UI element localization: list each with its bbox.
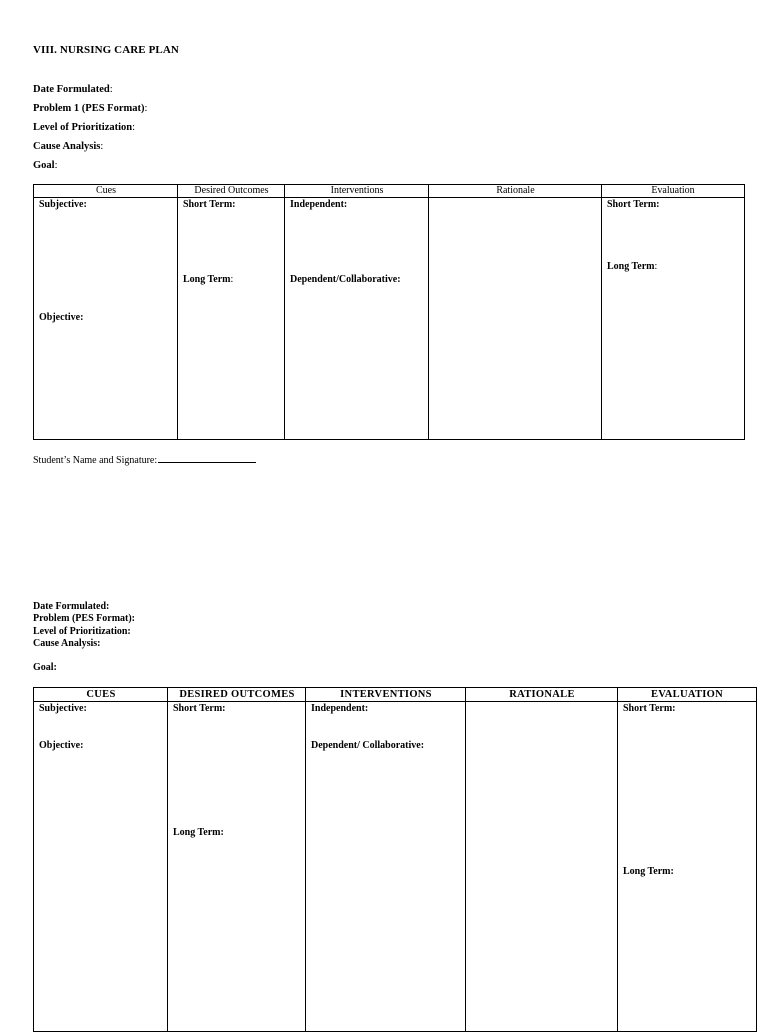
column-header: Interventions	[285, 185, 429, 198]
short-term-label: Short Term:	[623, 703, 676, 714]
subjective-label: Subjective:	[39, 703, 87, 714]
column-header: Evaluation	[602, 185, 744, 198]
signature-line	[33, 452, 256, 466]
desired-outcomes-column	[177, 185, 285, 439]
evaluation-column	[601, 185, 744, 439]
objective-label: Objective:	[39, 740, 84, 751]
interventions-column	[284, 185, 429, 439]
evaluation-column	[617, 688, 756, 1031]
cues-column	[34, 185, 178, 439]
goal-field	[33, 662, 57, 673]
field-label: Problem (PES Format):	[33, 613, 136, 624]
date-formulated-field	[33, 601, 109, 612]
field-label: Level of Prioritization:	[33, 626, 131, 637]
interventions-column	[305, 688, 466, 1031]
objective-label: Objective:	[39, 312, 84, 323]
cause-analysis-field: Cause Analysis:	[33, 141, 104, 152]
column-header: Rationale	[429, 185, 602, 198]
rationale-column	[465, 688, 618, 1031]
field-label: Goal	[33, 160, 55, 171]
field-label: Goal:	[33, 662, 57, 673]
long-term-label: Long Term:	[183, 274, 234, 285]
independent-label: Independent:	[290, 199, 348, 210]
column-header: INTERVENTIONS	[306, 688, 466, 702]
column-header: EVALUATION	[618, 688, 756, 702]
field-label: Date Formulated	[33, 84, 110, 95]
rationale-column	[428, 185, 602, 439]
short-term-label: Short Term:	[173, 703, 226, 714]
column-header: RATIONALE	[466, 688, 618, 702]
field-label: Date Formulated:	[33, 601, 110, 612]
subjective-label: Subjective:	[39, 199, 87, 210]
problem-field	[33, 613, 135, 624]
dependent-label: Dependent/Collaborative:	[290, 274, 401, 285]
date-formulated-field: Date Formulated:	[33, 84, 113, 95]
independent-label: Independent:	[311, 703, 369, 714]
long-term-label: Long Term:	[173, 827, 224, 838]
field-label: Problem 1 (PES Format)	[33, 103, 145, 114]
page-title: VIII. NURSING CARE PLAN	[33, 44, 179, 56]
field-label: Cause Analysis	[33, 141, 101, 152]
field-label: Level of Prioritization	[33, 122, 133, 133]
problem-field: Problem 1 (PES Format):	[33, 103, 148, 114]
prioritization-field: Level of Prioritization:	[33, 122, 136, 133]
desired-outcomes-column	[167, 688, 306, 1031]
signature-blank[interactable]	[158, 452, 256, 463]
goal-field: Goal:	[33, 160, 58, 171]
column-header: Cues	[34, 185, 178, 198]
field-label: Cause Analysis:	[33, 638, 101, 649]
prioritization-field	[33, 626, 131, 637]
long-term-label: Long Term:	[607, 261, 658, 272]
column-header: DESIRED OUTCOMES	[168, 688, 306, 702]
short-term-label: Short Term:	[183, 199, 236, 210]
cause-analysis-field	[33, 638, 101, 649]
signature-label: Student’s Name and Signature:	[33, 455, 158, 466]
dependent-label: Dependent/ Collaborative:	[311, 740, 425, 751]
care-plan-table-2	[33, 687, 757, 1032]
short-term-label: Short Term:	[607, 199, 660, 210]
column-header: Desired Outcomes	[178, 185, 285, 198]
column-header: CUES	[34, 688, 168, 702]
care-plan-table-1	[33, 184, 745, 440]
long-term-label: Long Term:	[623, 866, 674, 877]
cues-column	[34, 688, 168, 1031]
